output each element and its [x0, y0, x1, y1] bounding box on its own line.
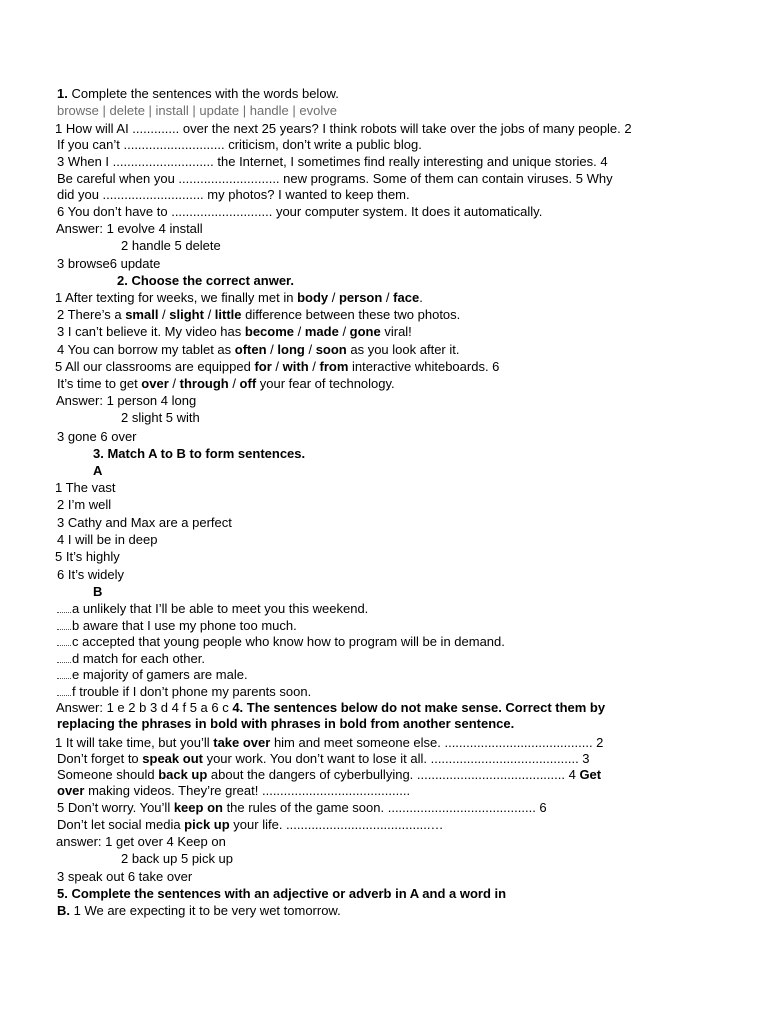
answer-blank[interactable] [57, 603, 71, 613]
answer-blank[interactable] [57, 653, 71, 663]
exercise-4-line: 1 It will take time, but you’ll take over him and meet someone else. ......................................... 2 [55, 735, 604, 750]
exercise-1-line: 6 You don’t have to ............................ your computer system. It does it automatically. [57, 204, 543, 219]
exercise-4-line: 5 Don’t worry. You’ll keep on the rules of the game soon. ......................................... 6 [57, 800, 547, 815]
exercise-4-line: over making videos. They’re great! ......................................... [57, 783, 411, 798]
column-a-item: 2 I’m well [57, 497, 112, 512]
column-b-item: c accepted that young people who know how to program will be in demand. [57, 634, 505, 650]
answer-blank[interactable] [57, 686, 71, 696]
exercise-1-line: did you ............................ my photos? I wanted to keep them. [57, 187, 410, 202]
exercise-2-answer: 3 gone 6 over [57, 429, 137, 444]
column-b-item: f trouble if I don’t phone my parents soon. [57, 684, 311, 700]
column-a-item: 5 It’s highly [55, 549, 120, 564]
exercise-5-title: 5. Complete the sentences with an adjective or adverb in A and a word in [57, 886, 507, 901]
exercise-4-answer: answer: 1 get over 4 Keep on [56, 834, 226, 849]
exercise-2-answer: Answer: 1 person 4 long [56, 393, 197, 408]
answer-blank[interactable] [57, 636, 71, 646]
exercise-2-line: It’s time to get over / through / off your fear of technology. [57, 376, 395, 391]
column-b-item: a unlikely that I’ll be able to meet you this weekend. [57, 601, 368, 617]
exercise-1-line: 1 How will AI ............. over the next 25 years? I think robots will take over the jobs of many people. 2 [55, 121, 632, 136]
exercise-4-answer: 2 back up 5 pick up [121, 851, 234, 866]
column-a-item: 1 The vast [55, 480, 116, 495]
exercise-2-title: 2. Choose the correct anwer. [117, 273, 295, 288]
exercise-4-title: replacing the phrases in bold with phrases in bold from another sentence. [57, 716, 515, 731]
column-a-item: 4 I will be in deep [57, 532, 158, 547]
column-b-heading: B [93, 584, 103, 599]
answer-blank[interactable] [57, 669, 71, 679]
column-a-item: 3 Cathy and Max are a perfect [57, 515, 232, 530]
exercise-1-answer: 2 handle 5 delete [121, 238, 221, 253]
exercise-1-line: If you can’t ............................ criticism, don’t write a public blog. [57, 137, 422, 152]
exercise-2-line: 3 I can’t believe it. My video has become / made / gone viral! [57, 324, 412, 339]
exercise-3-title: 3. Match A to B to form sentences. [93, 446, 306, 461]
column-a-heading: A [93, 463, 103, 478]
exercise-1-answer: Answer: 1 evolve 4 install [56, 221, 203, 236]
exercise-2-answer: 2 slight 5 with [121, 410, 200, 425]
column-b-item: b aware that I use my phone too much. [57, 618, 297, 634]
exercise-3-answer: Answer: 1 e 2 b 3 d 4 f 5 a 6 c 4. The sentences below do not make sense. Correct them by [56, 700, 606, 715]
exercise-5-line: B. 1 We are expecting it to be very wet tomorrow. [57, 903, 341, 918]
exercise-4-answer: 3 speak out 6 take over [57, 869, 193, 884]
exercise-2-line: 1 After texting for weeks, we finally met in body / person / face. [55, 290, 423, 305]
exercise-1-instruction: 1. Complete the sentences with the words below. [57, 86, 339, 101]
exercise-1-answer: 3 browse6 update [57, 256, 161, 271]
exercise-1-line: 3 When I ............................ the Internet, I sometimes find really interesting and unique stories. 4 [57, 154, 608, 169]
exercise-2-line: 5 All our classrooms are equipped for / with / from interactive whiteboards. 6 [55, 359, 500, 374]
exercise-1-line: Be careful when you ............................ new programs. Some of them can contain viruses. 5 Why [57, 171, 613, 186]
exercise-4-line: Don’t forget to speak out your work. You don’t want to lose it all. ......................................... 3 [57, 751, 590, 766]
exercise-2-line: 2 There’s a small / slight / little difference between these two photos. [57, 307, 461, 322]
word-bank: browse | delete | install | update | handle | evolve [57, 103, 337, 118]
column-a-item: 6 It’s widely [57, 567, 124, 582]
column-b-item: d match for each other. [57, 651, 205, 667]
exercise-4-line: Don’t let social media pick up your life. ........................................… [57, 817, 444, 832]
exercise-2-line: 4 You can borrow my tablet as often / long / soon as you look after it. [57, 342, 460, 357]
answer-blank[interactable] [57, 620, 71, 630]
exercise-4-line: Someone should back up about the dangers of cyberbullying. ......................................... 4 Get [57, 767, 602, 782]
column-b-item: e majority of gamers are male. [57, 667, 248, 683]
